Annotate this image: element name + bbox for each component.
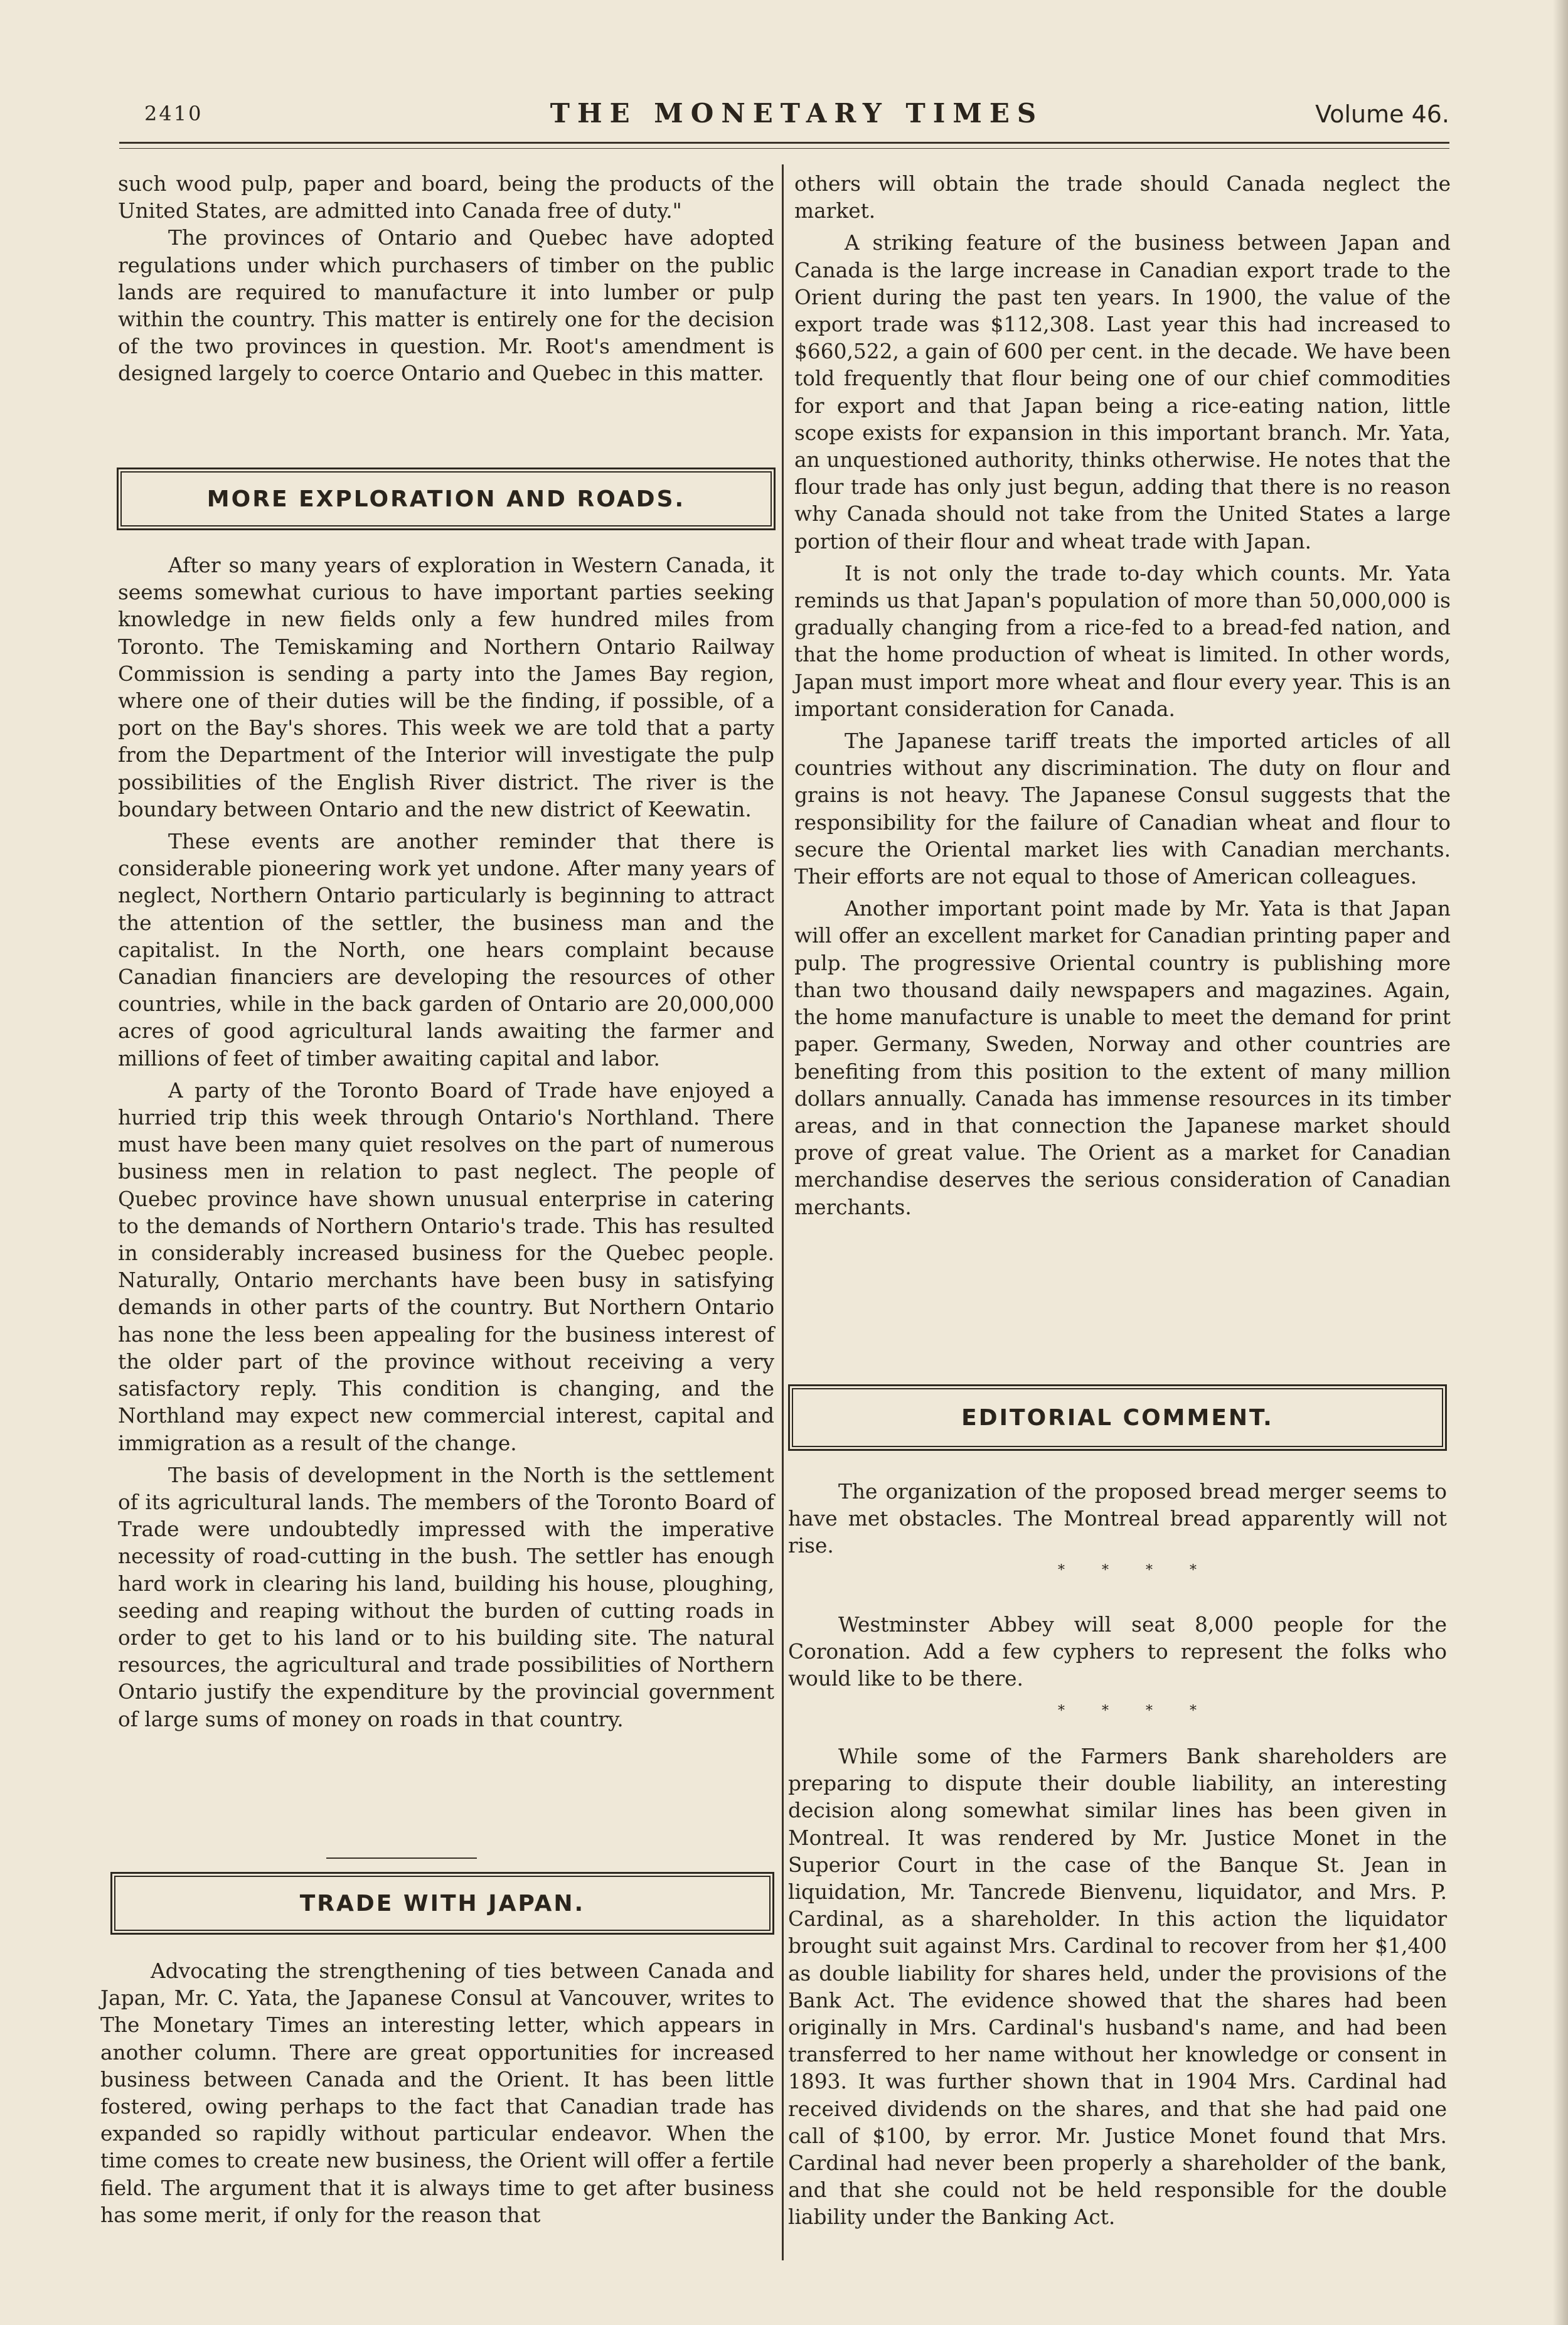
left-column-section2 xyxy=(100,1958,774,2229)
article-paragraph: A striking feature of the business between Japan and Canada is the large increase in Canadian export trade to the Orient during the past ten years. In 1900, the value of the export trade was $112,308. Last year this had increased to $660,522, a gain of 600 per cent. in the decade. We have been told frequently that flour being one of our chief commodities for export and that Japan being a rice-eating nation, little scope exists for expansion in this important branch. Mr. Yata, an unquestioned authority, thinks otherwise. He notes that the flour trade has only just begun, adding that there is no reason why Canada should not take from the United States a large portion of their flour and wheat trade with Japan. xyxy=(794,231,1451,553)
column-divider xyxy=(782,164,784,2260)
editorial-heading: EDITORIAL COMMENT. xyxy=(961,1404,1274,1431)
volume-label: Volume 46. xyxy=(1315,100,1449,128)
page-number: 2410 xyxy=(144,102,203,126)
editorial-paragraph: Westminster Abbey will seat 8,000 people for the Coronation. Add a few cyphers to represent the folks who would like to be there. xyxy=(788,1613,1447,1691)
header-rule-thick xyxy=(119,142,1449,144)
article-paragraph: The provinces of Ontario and Quebec have adopted regulations under which purchasers of timber on the public lands are required to manufacture it into lumber or pulp within the country. This matter is entirely one for the decision of the two provinces in question. Mr. Root's amendment is designed largely to coerce Ontario and Quebec in this matter. xyxy=(118,226,774,386)
journal-title: THE MONETARY TIMES xyxy=(550,98,1044,129)
right-column-continuation xyxy=(794,171,1451,1221)
page-edge-shadow xyxy=(1553,0,1568,2325)
running-header xyxy=(144,98,1449,142)
editorial-heading-box xyxy=(788,1384,1447,1451)
article-paragraph: such wood pulp, paper and board, being the products of the United States, are admitted into Canada free of duty." xyxy=(118,172,774,223)
article-paragraph: It is not only the trade to-day which counts. Mr. Yata reminds us that Japan's population of more than 50,000,000 is gradually changing from a rice-fed to a bread-fed nation, and that the home production of wheat is limited. In other words, Japan must import more wheat and flour every year. This is an important consideration for Canada. xyxy=(794,561,1451,721)
article-paragraph: After so many years of exploration in Western Canada, it seems somewhat curious to have important parties seeking knowledge in new fields only a few hundred miles from Toronto. The Temiskaming and Northern Ontario Railway Commission is sending a party into the James Bay region, where one of their duties will be the finding, if possible, of a port on the Bay's shores. This week we are told that a party from the Department of the Interior will investigate the pulp possibilities of the English River district. The river is the boundary between Ontario and the new district of Keewatin. xyxy=(118,553,774,821)
editorial-paragraph: The organization of the proposed bread merger seems to have met obstacles. The Montreal bread apparently will not rise. xyxy=(788,1480,1447,1558)
article-paragraph: The Japanese tariff treats the imported articles of all countries without any discrimination. The duty on flour and grains is not heavy. The Japanese Consul suggests that the responsibility for the failure of Canadian wheat and flour to secure the Oriental market lies with Canadian merchants. Their efforts are not equal to those of American colleagues. xyxy=(794,729,1451,889)
left-column-intro xyxy=(118,171,774,388)
header-rule-thin xyxy=(119,148,1449,149)
editorial-item-1 xyxy=(788,1478,1447,1560)
article-paragraph: These events are another reminder that there is considerable pioneering work yet undone. After many years of neglect, Northern Ontario particularly is beginning to attract the attention of the settler, the business man and the capitalist. In the North, one hears complaint because Canadian financiers are developing the resources of other countries, while in the back garden of Ontario are 20,000,000 acres of good agricultural lands awaiting the farmer and millions of feet of timber awaiting capital and labor. xyxy=(118,830,774,1071)
section-heading: MORE EXPLORATION AND ROADS. xyxy=(206,486,686,512)
star-separator: * * * * xyxy=(1058,1703,1213,1719)
section-heading-box xyxy=(117,468,776,530)
editorial-item-3 xyxy=(788,1743,1447,2231)
editorial-paragraph: While some of the Farmers Bank shareholders are preparing to dispute their double liability, an interesting decision along somewhat similar lines has been given in Montreal. It was rendered by Mr. Justice Monet in the Superior Court in the case of the Banque St. Jean in liquidation, Mr. Tancrede Bienvenu, liquidator, and Mrs. P. Cardinal, as a shareholder. In this action the liquidator brought suit against Mrs. Cardinal to recover from her $1,400 as double liability for shares held, under the provisions of the Bank Act. The evidence showed that the shares had been originally in Mrs. Cardinal's husband's name, and had been transferred to her name without her knowledge or consent in 1893. It was further shown that in 1904 Mrs. Cardinal had received dividends on the shares, and that she had paid one call of $100, by error. Mr. Justice Monet found that Mrs. Cardinal had never been properly a shareholder of the bank, and that she could not be held responsible for the double liability under the Banking Act. xyxy=(788,1745,1447,2230)
left-column-section1 xyxy=(118,552,774,1733)
article-paragraph: The basis of development in the North is the settlement of its agricultural lands. The members of the Toronto Board of Trade were undoubtedly impressed with the imperative necessity of road-cutting in the bush. The settler has enough hard work in clearing his land, building his house, ploughing, seeding and reaping without the burden of cutting roads in order to get to his land or to his building site. The natural resources, the agricultural and trade possibilities of Northern Ontario justify the expenditure by the provincial government of large sums of money on roads in that country. xyxy=(118,1463,774,1731)
article-paragraph: others will obtain the trade should Canada neglect the market. xyxy=(794,172,1451,223)
section-heading-box xyxy=(110,1872,774,1935)
article-paragraph: Another important point made by Mr. Yata is that Japan will offer an excellent market for Canadian printing paper and pulp. The progressive Oriental country is publishing more than two thousand daily newspapers and magazines. Again, the home manufacture is unable to meet the demand for print paper. Germany, Sweden, Norway and other countries are benefiting from this position to the extent of many million dollars annually. Canada has immense resources in its timber areas, and in that connection the Japanese market should prove of great value. The Orient as a market for Canadian merchandise deserves the serious consideration of Canadian merchants. xyxy=(794,897,1451,1219)
article-paragraph: A party of the Toronto Board of Trade have enjoyed a hurried trip this week through Ontario's Northland. There must have been many quiet resolves on the part of numerous business men in relation to past neglect. The people of Quebec province have shown unusual enterprise in catering to the demands of Northern Ontario's trade. This has resulted in considerably increased business for the Quebec people. Naturally, Ontario merchants have been busy in satisfying demands in other parts of the country. But Northern Ontario has none the less been appealing for the business interest of the older part of the province without receiving a very satisfactory reply. This condition is changing, and the Northland may expect new commercial interest, capital and immigration as a result of the change. xyxy=(118,1078,774,1455)
section-separator-rule xyxy=(326,1857,477,1859)
editorial-item-2 xyxy=(788,1611,1447,1693)
section-heading: TRADE WITH JAPAN. xyxy=(299,1890,585,1916)
star-separator: * * * * xyxy=(1058,1563,1213,1578)
article-paragraph: Advocating the strengthening of ties between Canada and Japan, Mr. C. Yata, the Japanese Consul at Vancouver, writes to The Monetary Times an interesting letter, which appears in another column. There are great opportunities for increased business between Canada and the Orient. It has been little fostered, owing perhaps to the fact that Canadian trade has expanded so rapidly without particular endeavor. When the time comes to create new business, the Orient will offer a fertile field. The argument that it is always time to get after business has some merit, if only for the reason that xyxy=(100,1959,774,2227)
